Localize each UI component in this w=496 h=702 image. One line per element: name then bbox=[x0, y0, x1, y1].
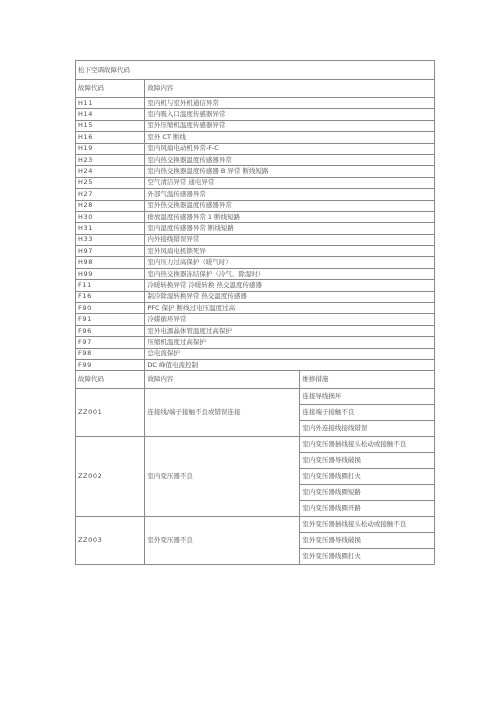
fault-measure-row bbox=[76, 517, 435, 533]
header-code: 故障代码 bbox=[76, 371, 145, 389]
fault-description: 室内机与室外机通信异常 bbox=[145, 98, 435, 109]
code-row bbox=[76, 337, 435, 348]
fault-code: H25 bbox=[76, 177, 145, 188]
fault-code: H24 bbox=[76, 166, 145, 177]
fault-description: 室内热交换器冻结保护（冷气、除湿时） bbox=[145, 268, 435, 279]
fault-code: ZZ001 bbox=[76, 389, 145, 437]
fault-description: 室外变压器不良 bbox=[145, 517, 300, 565]
code-row bbox=[76, 166, 435, 177]
code-row bbox=[76, 314, 435, 325]
fault-description: 连接线/端子接触不良或错误连接 bbox=[145, 389, 300, 437]
code-row bbox=[76, 120, 435, 131]
header-code: 故障代码 bbox=[76, 80, 145, 98]
fault-code: H15 bbox=[76, 120, 145, 131]
header-row-2 bbox=[76, 371, 435, 389]
code-row bbox=[76, 348, 435, 359]
fault-description: 室内热交换器温度传感器 B 异常 断线短路 bbox=[145, 166, 435, 177]
header-content: 故障内容 bbox=[145, 80, 435, 98]
fault-code-table bbox=[75, 60, 435, 565]
fault-description: 室内吸入口温度传感器异常 bbox=[145, 109, 435, 120]
code-row bbox=[76, 109, 435, 120]
code-row bbox=[76, 154, 435, 165]
fault-code: H14 bbox=[76, 109, 145, 120]
fault-description: 空气清洁异常 通电异常 bbox=[145, 177, 435, 188]
code-row bbox=[76, 200, 435, 211]
fault-code: H28 bbox=[76, 200, 145, 211]
repair-measure: 室外变压器插线接头松动或接触不良 bbox=[300, 517, 435, 533]
repair-measure: 室内变压器导线破损 bbox=[300, 453, 435, 469]
fault-description: 室外电源晶体管温度过高保护 bbox=[145, 325, 435, 336]
title-row bbox=[76, 61, 435, 80]
fault-code: ZZ002 bbox=[76, 437, 145, 517]
repair-measure: 室外变压器导线破损 bbox=[300, 533, 435, 549]
code-row bbox=[76, 223, 435, 234]
fault-measure-row bbox=[76, 389, 435, 405]
fault-code: F11 bbox=[76, 280, 145, 291]
fault-description: 室内湿度传感器异常 断线短路 bbox=[145, 223, 435, 234]
fault-description: 室外压缩机温度传感器异常 bbox=[145, 120, 435, 131]
code-row bbox=[76, 280, 435, 291]
repair-measure: 室内变压器线圈短路 bbox=[300, 485, 435, 501]
repair-measure: 室内变压器线圈开路 bbox=[300, 501, 435, 517]
fault-description: 室内风扇电动机异常-F-C bbox=[145, 143, 435, 154]
sheet-title: 松下空调故障代码 bbox=[76, 61, 435, 80]
fault-code: H33 bbox=[76, 234, 145, 245]
fault-measure-row bbox=[76, 437, 435, 453]
fault-code: F91 bbox=[76, 314, 145, 325]
code-row bbox=[76, 246, 435, 257]
fault-code: H19 bbox=[76, 143, 145, 154]
fault-code: H27 bbox=[76, 189, 145, 200]
code-row bbox=[76, 325, 435, 336]
fault-code: H97 bbox=[76, 246, 145, 257]
fault-description: 室外热交换器温度传感器异常 bbox=[145, 200, 435, 211]
code-row bbox=[76, 132, 435, 143]
fault-code: H23 bbox=[76, 154, 145, 165]
header-row bbox=[76, 80, 435, 98]
code-row bbox=[76, 291, 435, 302]
fault-description: 室内变压器不良 bbox=[145, 437, 300, 517]
fault-description: 室内压力过高保护（暖气时） bbox=[145, 257, 435, 268]
code-row bbox=[76, 359, 435, 370]
fault-description: 排放温度传感器异常 1 断线短路 bbox=[145, 211, 435, 222]
fault-description: 制冷除湿转换异常 热交温度传感器 bbox=[145, 291, 435, 302]
fault-description: 外部气温传感器异常 bbox=[145, 189, 435, 200]
fault-description: 压缩机温度过高保护 bbox=[145, 337, 435, 348]
code-row bbox=[76, 303, 435, 314]
code-row bbox=[76, 98, 435, 109]
fault-code: H98 bbox=[76, 257, 145, 268]
fault-description: 冷暖转换异常 冷暖转换 热交温度传感器 bbox=[145, 280, 435, 291]
fault-description: 室外风扇电机锁死异 bbox=[145, 246, 435, 257]
fault-description: 室内热交换器温度传感器异常 bbox=[145, 154, 435, 165]
fault-code: F97 bbox=[76, 337, 145, 348]
header-measure: 维修措施 bbox=[300, 371, 435, 389]
code-row bbox=[76, 211, 435, 222]
fault-code: F16 bbox=[76, 291, 145, 302]
fault-description: DC 峰值电流控制 bbox=[145, 359, 435, 370]
code-row bbox=[76, 143, 435, 154]
code-row bbox=[76, 177, 435, 188]
fault-description: 内外接线错误异常 bbox=[145, 234, 435, 245]
header-content: 故障内容 bbox=[145, 371, 300, 389]
fault-code: F90 bbox=[76, 303, 145, 314]
fault-code-sheet bbox=[75, 60, 435, 565]
fault-description: PFC 保护 断线过电压温度过高 bbox=[145, 303, 435, 314]
code-row bbox=[76, 234, 435, 245]
repair-measure: 连接导线损坏 bbox=[300, 389, 435, 405]
fault-code: F98 bbox=[76, 348, 145, 359]
code-row bbox=[76, 257, 435, 268]
fault-code: H30 bbox=[76, 211, 145, 222]
fault-code: ZZ003 bbox=[76, 517, 145, 565]
repair-measure: 室外变压器线圈打火 bbox=[300, 549, 435, 565]
fault-code: H99 bbox=[76, 268, 145, 279]
fault-description: 室外 CT 断线 bbox=[145, 132, 435, 143]
fault-code: F99 bbox=[76, 359, 145, 370]
fault-description: 冷媒循环异常 bbox=[145, 314, 435, 325]
repair-measure: 室内变压器插线接头松动或接触不良 bbox=[300, 437, 435, 453]
repair-measure: 室内外连接线接线错误 bbox=[300, 421, 435, 437]
code-row bbox=[76, 268, 435, 279]
fault-code: H16 bbox=[76, 132, 145, 143]
fault-code: H11 bbox=[76, 98, 145, 109]
repair-measure: 室内变压器线圈打火 bbox=[300, 469, 435, 485]
fault-code: H31 bbox=[76, 223, 145, 234]
fault-description: 总电流保护 bbox=[145, 348, 435, 359]
fault-code: F96 bbox=[76, 325, 145, 336]
code-row bbox=[76, 189, 435, 200]
repair-measure: 连接端子接触不良 bbox=[300, 405, 435, 421]
